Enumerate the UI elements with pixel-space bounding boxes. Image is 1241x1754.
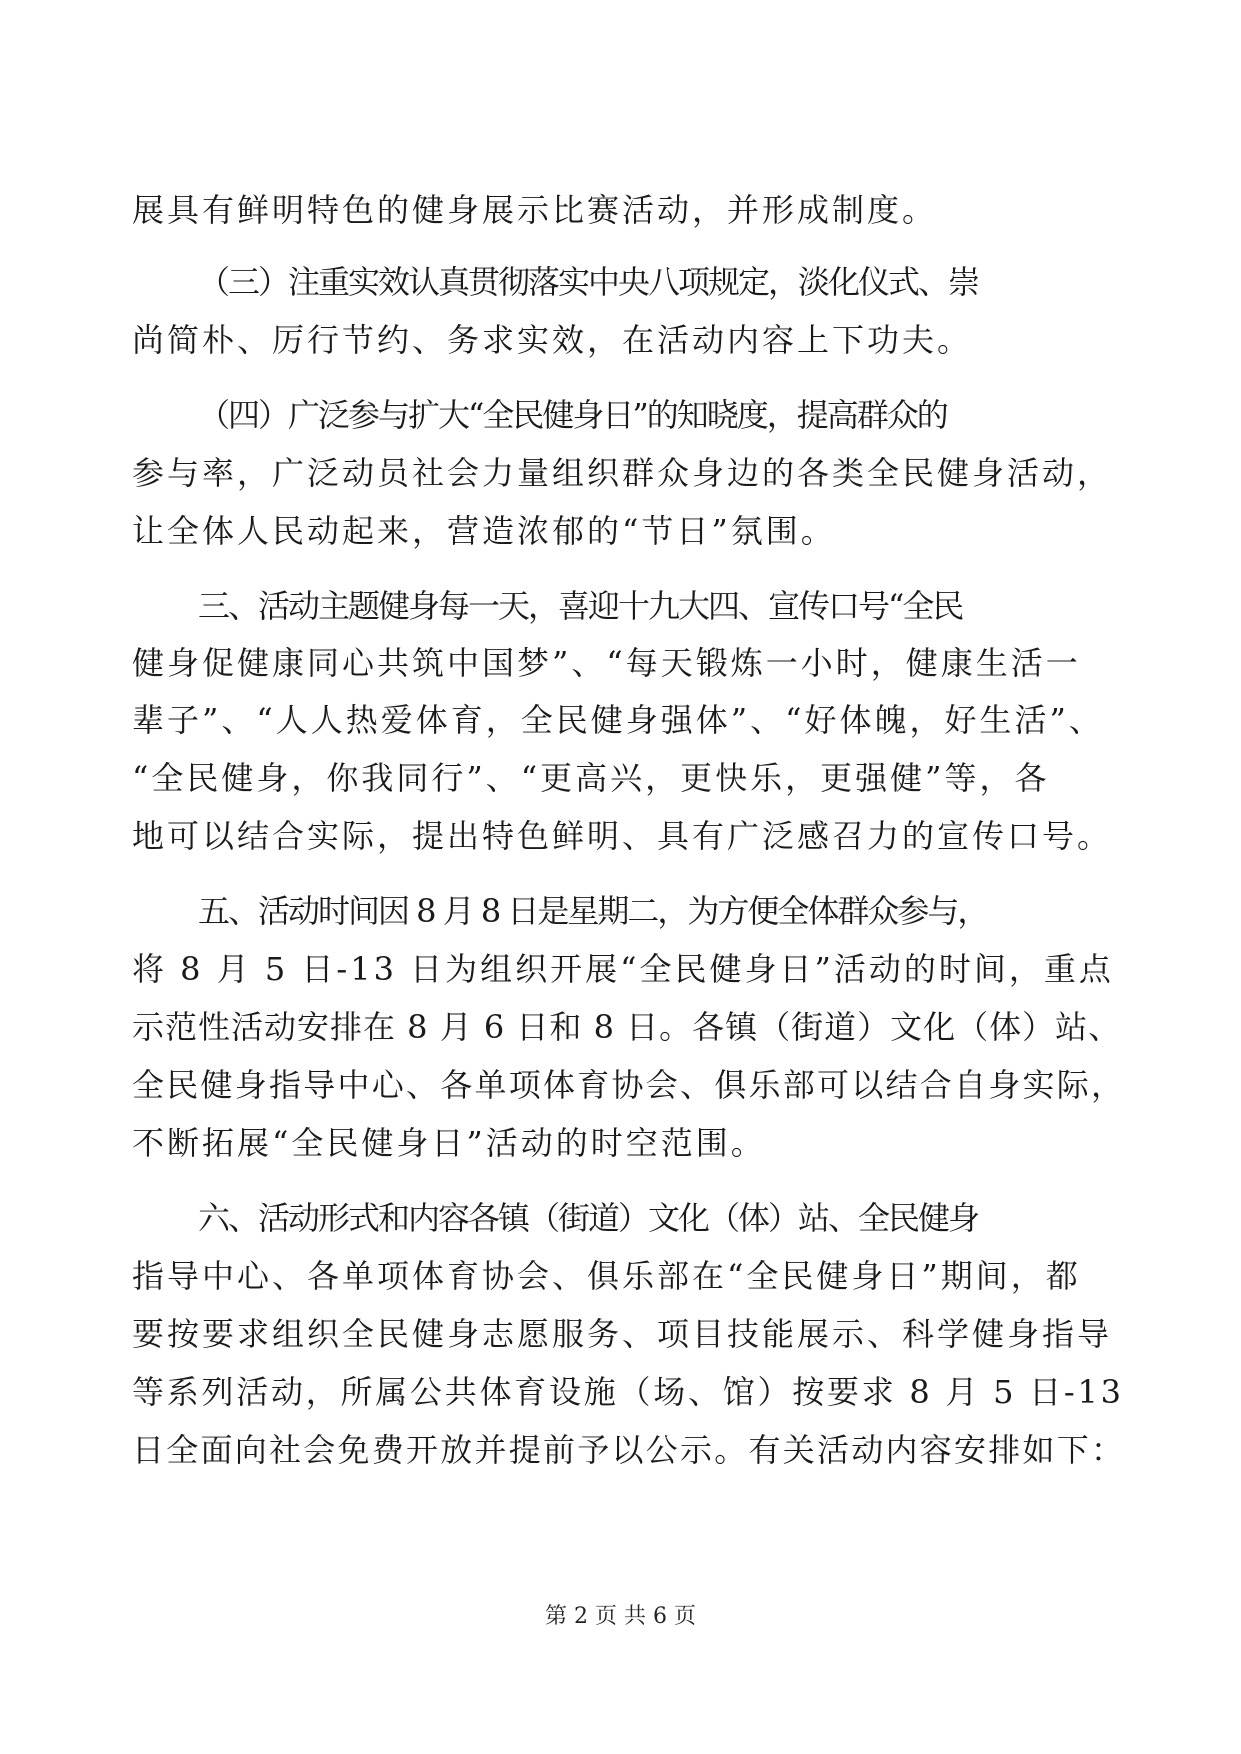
text-line: 展具有鲜明特色的健身展示比赛活动，并形成制度。 bbox=[132, 191, 938, 229]
text-line: 尚简朴、厉行节约、务求实效，在活动内容上下功夫。 bbox=[132, 321, 973, 359]
text-line: “全民健身，你我同行”、“更高兴，更快乐，更强健”等，各 bbox=[132, 759, 1050, 797]
text-line: 全民健身指导中心、各单项体育协会、俱乐部可以结合自身实际， bbox=[132, 1066, 1126, 1104]
text-line: 日全面向社会免费开放并提前予以公示。有关活动内容安排如下： bbox=[132, 1431, 1126, 1469]
text-line: 五、活动时间因 8 月 8 日是星期二，为方便全体群众参与， bbox=[198, 892, 988, 930]
text-line: 辈子”、“人人热爱体育，全民健身强体”、“好体魄，好生活”、 bbox=[132, 701, 1104, 739]
text-line: 三、活动主题健身每一天，喜迎十九大四、宣传口号“全民 bbox=[198, 587, 963, 625]
text-line: 等系列活动，所属公共体育设施（场、馆）按要求 8 月 5 日-13 bbox=[132, 1373, 1124, 1411]
text-line: （三）注重实效认真贯彻落实中央八项规定，淡化仪式、崇 bbox=[198, 263, 979, 301]
text-line: 示范性活动安排在 8 月 6 日和 8 日。各镇（街道）文化（体）站、 bbox=[132, 1008, 1122, 1046]
page-number-footer: 第 2 页 共 6 页 bbox=[545, 1604, 696, 1629]
text-line: 让全体人民动起来，营造浓郁的“节日”氛围。 bbox=[132, 512, 836, 550]
text-line: 将 8 月 5 日-13 日为组织开展“全民健身日”活动的时间，重点 bbox=[132, 950, 1114, 988]
text-line: 不断拓展“全民健身日”活动的时空范围。 bbox=[132, 1124, 766, 1162]
text-line: 指导中心、各单项体育协会、俱乐部在“全民健身日”期间，都 bbox=[132, 1257, 1081, 1295]
text-line: 参与率，广泛动员社会力量组织群众身边的各类全民健身活动， bbox=[132, 454, 1113, 492]
text-line: 六、活动形式和内容各镇（街道）文化（体）站、全民健身 bbox=[198, 1199, 979, 1237]
text-line: 要按要求组织全民健身志愿服务、项目技能展示、科学健身指导 bbox=[132, 1315, 1113, 1353]
text-line: （四）广泛参与扩大“全民健身日”的知晓度，提高群众的 bbox=[198, 396, 947, 434]
text-line: 地可以结合实际，提出特色鲜明、具有广泛感召力的宣传口号。 bbox=[132, 817, 1113, 855]
text-line: 健身促健康同心共筑中国梦”、“每天锻炼一小时，健康生活一 bbox=[132, 644, 1081, 682]
